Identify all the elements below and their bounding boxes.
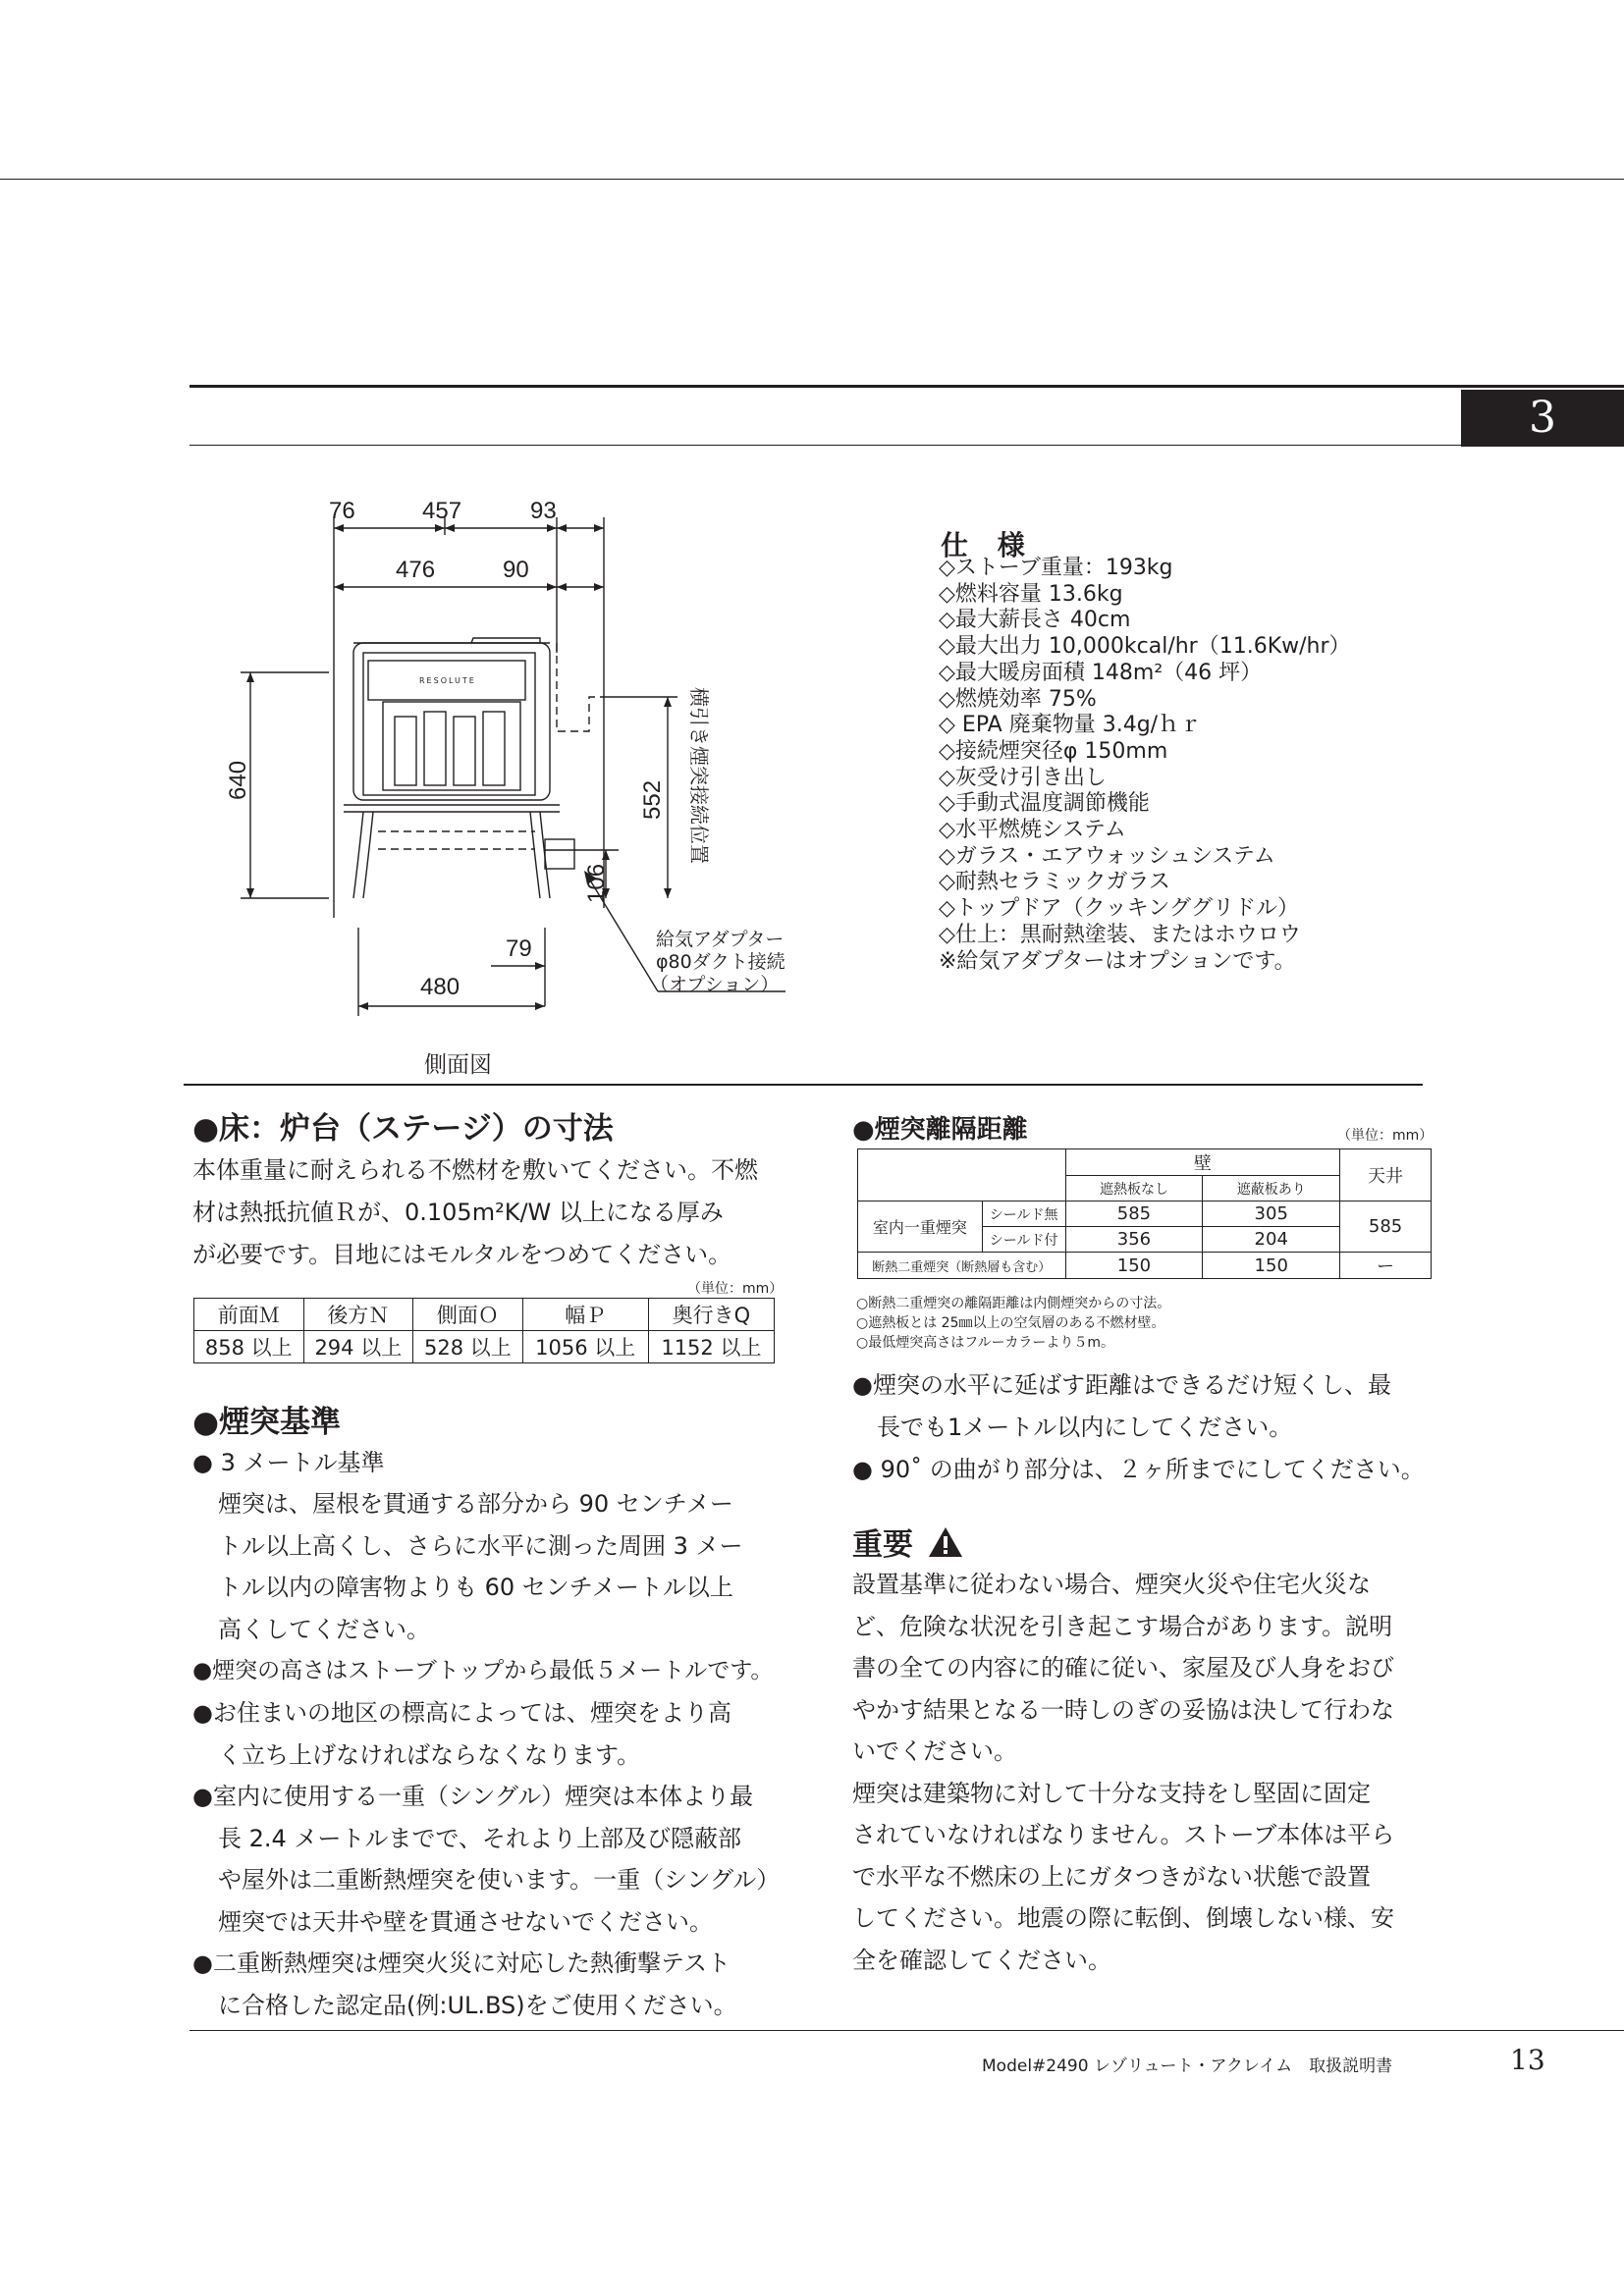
important-line: いでください。 xyxy=(852,1737,1017,1765)
table-row xyxy=(194,1299,775,1331)
table-header: 幅Ｐ xyxy=(522,1299,648,1331)
chimney-line: に合格した認定品(例:UL.BS)をご使用ください。 xyxy=(218,1992,737,2019)
adapter-label-2: φ80ダクト接続 xyxy=(656,951,785,973)
chimney-line: ●室内に使用する一重（シングル）煙突は本体より最 xyxy=(192,1783,754,1810)
connection-position-label: 横引き煙突接続位置 xyxy=(687,687,711,864)
chimney-line: く立ち上げなければならなくなります。 xyxy=(218,1741,641,1769)
spec-item: ◇灰受け引き出し xyxy=(939,765,1107,790)
table-cell: 305 xyxy=(1203,1201,1340,1227)
section-number: 3 xyxy=(1461,390,1624,447)
spec-item: ◇最大薪長さ 40cm xyxy=(939,608,1131,633)
important-line: で水平な不燃床の上にガタつきがない状態で設置 xyxy=(852,1863,1371,1891)
table-row xyxy=(194,1331,775,1363)
clearance-note: ○断熱二重煙突の離隔距離は内側煙突からの寸法。 xyxy=(856,1296,1171,1311)
diagram-rule xyxy=(184,1084,1423,1086)
section-rule xyxy=(189,385,1624,388)
important-line: やかす結果となる一時しのぎの妥協は決して行わな xyxy=(852,1696,1394,1724)
dim-76: 76 xyxy=(329,498,355,524)
with-shield-header: 遮蔽板あり xyxy=(1203,1176,1340,1201)
chimney-line: 煙突は、屋根を貫通する部分から 90 センチメー xyxy=(218,1490,733,1518)
chimney-line: トル以上高くし、さらに水平に測った周囲 3 メー xyxy=(218,1532,743,1560)
table-row xyxy=(858,1149,1432,1176)
brand-label: RESOLUTE xyxy=(419,676,476,685)
table-cell: ー xyxy=(1340,1253,1432,1279)
table-cell: 585 xyxy=(1065,1201,1203,1227)
diagram-caption: 側面図 xyxy=(424,1052,492,1078)
chimney-line: 長 2.4 メートルまでで、それより上部及び隠蔽部 xyxy=(218,1825,741,1852)
spec-item: ◇最大出力 10,000kcal/hr（11.6Kw/hr） xyxy=(939,634,1351,660)
table-cell: 1056 以上 xyxy=(522,1331,648,1363)
important-line: 設置基準に従わない場合、煙突火災や住宅火災な xyxy=(852,1571,1371,1598)
floor-text-3: が必要です。目地にはモルタルをつめてください。 xyxy=(192,1241,732,1268)
double-wall-label: 断熱二重煙突（断熱層も含む） xyxy=(858,1253,1066,1279)
top-rule xyxy=(0,179,1624,180)
important-line: してください。地震の際に転倒、倒壊しない様、安 xyxy=(852,1904,1394,1932)
table-cell: 528 以上 xyxy=(413,1331,523,1363)
table-cell: 294 以上 xyxy=(303,1331,413,1363)
important-line: されていなければなりません。ストーブ本体は平ら xyxy=(852,1821,1395,1848)
spec-item: ◇トップドア（クッキンググリドル） xyxy=(939,896,1299,922)
spec-item: ◇仕上：黒耐熱塗装、またはホウロウ xyxy=(939,922,1301,947)
spec-list xyxy=(939,556,1351,975)
page-number: 13 xyxy=(1510,2044,1545,2076)
table-cell: 585 xyxy=(1340,1201,1432,1253)
spec-item: ◇手動式温度調節機能 xyxy=(939,791,1150,817)
footer-rule xyxy=(189,2030,1624,2031)
chimney-standard-heading: ●煙突基準 xyxy=(192,1405,342,1440)
floor-heading: ●床：炉台（ステージ）の寸法 xyxy=(192,1111,614,1147)
spec-item: ◇水平燃焼システム xyxy=(939,818,1126,843)
section-subrule xyxy=(189,445,1466,446)
clearance-bullet: ● 90˚ の曲がり部分は、２ヶ所までにしてください。 xyxy=(852,1456,1425,1483)
chimney-line: トル以内の障害物よりも 60 センチメートル以上 xyxy=(218,1574,733,1601)
dim-457: 457 xyxy=(422,498,462,524)
spec-item: ◇最大暖房面積 148m²（46 坪） xyxy=(939,660,1263,685)
chimney-line: 煙突では天井や壁を貫通させないでください。 xyxy=(218,1908,713,1936)
single-wall-label: 室内一重煙突 xyxy=(858,1201,983,1253)
spec-item: ◇接続煙突径φ 150mm xyxy=(939,738,1168,764)
spec-title: 仕 様 xyxy=(941,529,1035,561)
dim-106: 106 xyxy=(583,863,610,903)
clearance-bullet: ●煙突の水平に延ばす距離はできるだけ短くし、最 xyxy=(852,1371,1391,1399)
dim-93: 93 xyxy=(530,498,557,524)
floor-text-2: 材は熱抵抗値Ｒが、0.105m²K/W 以上になる厚み xyxy=(192,1199,724,1226)
floor-unit: （単位：mm） xyxy=(687,1281,784,1297)
warning-icon xyxy=(928,1526,963,1558)
dim-90: 90 xyxy=(503,557,529,583)
table-header: 奥行きQ xyxy=(648,1299,774,1331)
important-title: 重要 xyxy=(852,1527,913,1563)
clearance-note: ○最低煙突高さはフルーカラーより５m。 xyxy=(856,1335,1115,1351)
important-line: ど、危険な状況を引き起こす場合があります。説明 xyxy=(852,1613,1393,1640)
chimney-line: ● 3 メートル基準 xyxy=(192,1449,385,1476)
dim-476: 476 xyxy=(396,557,436,583)
shield-none-label: シールド無 xyxy=(982,1201,1065,1227)
chimney-line: ●煙突の高さはストーブトップから最低５メートルです。 xyxy=(192,1658,774,1683)
spec-item: ◇燃焼効率 75% xyxy=(939,686,1097,712)
shield-yes-label: シールド付 xyxy=(982,1227,1065,1253)
floor-table xyxy=(193,1298,775,1363)
table-row xyxy=(858,1253,1432,1279)
spec-item: ◇燃料容量 13.6kg xyxy=(939,581,1123,607)
chimney-line: 高くしてください。 xyxy=(218,1616,430,1643)
dim-79: 79 xyxy=(506,935,532,962)
table-row xyxy=(858,1201,1432,1227)
clearance-note: ○遮熱板とは 25㎜以上の空気層のある不燃材壁。 xyxy=(856,1315,1165,1331)
spec-note: ※給気アダプターはオプションです。 xyxy=(939,948,1296,974)
dim-480: 480 xyxy=(420,974,460,1000)
table-cell: 858 以上 xyxy=(194,1331,304,1363)
table-header: 後方Ｎ xyxy=(303,1299,413,1331)
chimney-line: ●二重断熱煙突は煙突火災に対応した熱衝撃テスト xyxy=(192,1949,731,1977)
spec-item: ◇耐熱セラミックガラス xyxy=(939,870,1170,895)
dim-640: 640 xyxy=(225,760,251,800)
table-header: 前面Ｍ xyxy=(194,1299,304,1331)
chimney-line: ●お住まいの地区の標高によっては、煙突をより高 xyxy=(192,1699,731,1727)
spec-item: ◇ストーブ重量：193kg xyxy=(939,556,1173,580)
side-view-diagram xyxy=(216,447,805,1055)
table-corner xyxy=(858,1149,1066,1201)
floor-text-1: 本体重量に耐えられる不燃材を敷いてください。不燃 xyxy=(192,1156,758,1184)
table-cell: 150 xyxy=(1065,1253,1203,1279)
important-line: 煙突は建築物に対して十分な支持をし堅固に固定 xyxy=(852,1780,1371,1807)
spec-item: ◇ガラス・エアウォッシュシステム xyxy=(939,843,1275,869)
wall-header: 壁 xyxy=(1065,1149,1340,1176)
important-line: 書の全ての内容に的確に従い、家屋及び人身をおび xyxy=(852,1654,1394,1682)
spec-item: ◇ EPA 廃棄物量 3.4g/ｈｒ xyxy=(939,713,1202,738)
clearance-unit: （単位：mm） xyxy=(1337,1128,1434,1144)
no-shield-header: 遮熱板なし xyxy=(1065,1176,1203,1201)
clearance-heading: ●煙突離隔距離 xyxy=(852,1115,1028,1145)
table-cell: 204 xyxy=(1203,1227,1340,1253)
dim-552: 552 xyxy=(639,779,666,820)
chimney-line: や屋外は二重断熱煙突を使います。一重（シングル） xyxy=(218,1866,781,1894)
footer-model: Model#2490 レゾリュート・アクレイム 取扱説明書 xyxy=(982,2056,1393,2076)
important-heading xyxy=(852,1520,963,1564)
table-header: 側面Ｏ xyxy=(413,1299,523,1331)
table-cell: 1152 以上 xyxy=(648,1331,774,1363)
clearance-table xyxy=(857,1148,1432,1279)
table-cell: 356 xyxy=(1065,1227,1203,1253)
ceiling-header: 天井 xyxy=(1340,1149,1432,1201)
important-line: 全を確認してください。 xyxy=(852,1947,1111,1974)
table-cell: 150 xyxy=(1203,1253,1340,1279)
clearance-bullet: 長でも1メートル以内にしてください。 xyxy=(877,1414,1293,1441)
adapter-label-1: 給気アダプター xyxy=(656,929,785,950)
adapter-label-3: （オプション） xyxy=(650,974,780,995)
